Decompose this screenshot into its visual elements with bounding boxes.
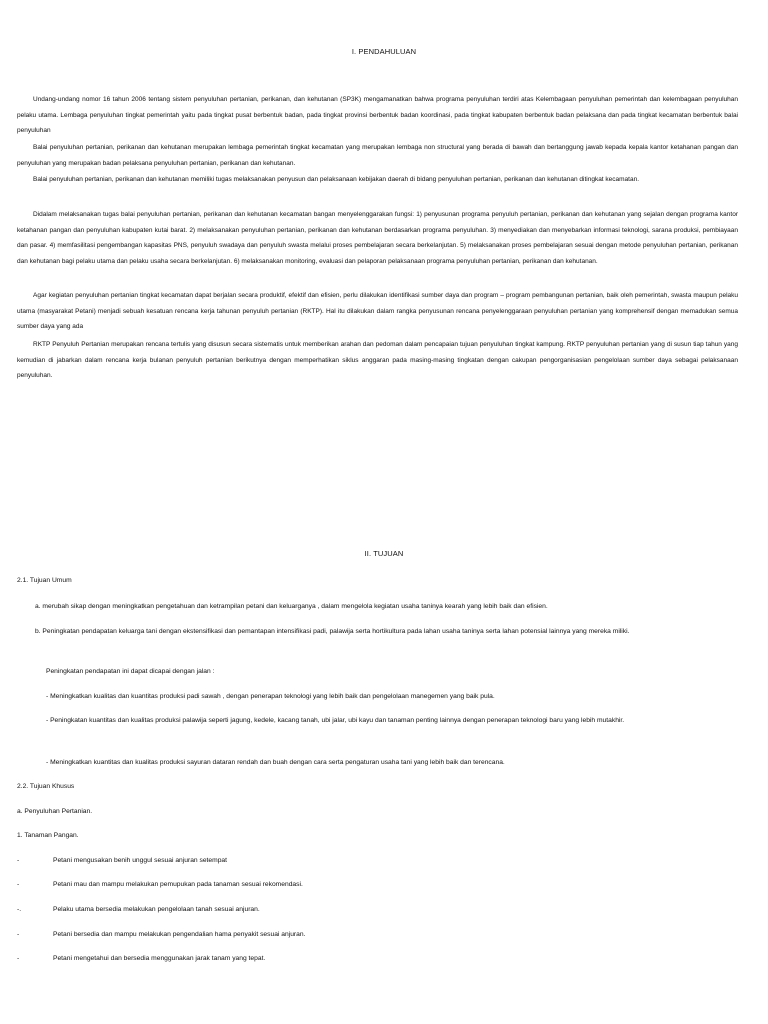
paragraph-6: RKTP Penyuluh Pertanian merupakan rencana tertulis yang disusun secara sistematis untuk memberikan arahan dan pedoman dalam pencapaian tujuan penyuluhan tingkat kampung. RKTP penyuluhan pertanian yang di susun tiap tahun yang kemudian di jabarkan dalam rencana kerja bulanan penyuluh pertanian berikutnya dengan memperhatikan siklus anggaran pada masing-masing tingkatan dengan cakupan pengorganisasian pengelolaan sumber daya sebagai pelaksanaan penyuluhan. — [17, 341, 738, 379]
heading-tujuan-umum: 2.1. Tujuan Umum — [17, 577, 72, 584]
heading-penyuluhan-pertanian: a. Penyuluhan Pertanian. — [17, 808, 93, 815]
list-bullet: - — [17, 881, 20, 888]
list-item-a: a. merubah sikap dengan meningkatkan pengetahuan dan ketrampilan petani dan keluarganya , dalam mengelola kegiatan usaha taninya kearah yang lebih baik dan efisien. — [35, 603, 548, 610]
heading-tanaman-pangan: 1. Tanaman Pangan. — [17, 832, 79, 839]
paragraph-3: Balai penyuluhan pertanian, perikanan dan kehutanan memiliki tugas melaksanakan penyusun dan pelaksanaan kebijakan daerah di bidang penyuluhan pertanian, perikanan dan kehutanan ditingkat kecamatan. — [33, 176, 640, 183]
section-title-pendahuluan: I. PENDAHULUAN — [351, 47, 417, 56]
list-item-text: Petani mau dan mampu melakukan pemupukan pada tanaman sesuai rekomendasi. — [53, 881, 303, 888]
list-item-text: Pelaku utama bersedia melakukan pengelolaan tanah sesuai anjuran. — [53, 906, 260, 913]
list-item-b: b. Peningkatan pendapatan keluarga tani dengan ekstensifikasi dan pemantapan intensifikasi padi, palawija serta hortikultura pada lahan usaha taninya serta lahan potensial lainnya yang mereka miliki. — [35, 628, 630, 635]
paragraph-5: Agar kegiatan penyuluhan pertanian tingkat kecamatan dapat berjalan secara produktif, efektif dan efisien, perlu dilakukan identifikasi sumber daya dan program – program pembangunan pertanian, baik oleh pemerintah, swasta maupun pelaku utama (masyarakat Petani) menjadi sebuah kesatuan rencana kerja tahunan penyuluh pertanian (RKTP). Hal itu dilakukan dalam rangka penyusunan rencana penyelenggaraan penyuluhan pertanian yang komprehensif dengan memadukan semua sumber daya yang ada — [17, 292, 738, 330]
paragraph-4: Didalam melaksanakan tugas balai penyuluhan pertanian, perikanan dan kehutanan kecamatan bangan menyelenggarakan fungsi: 1) penyusunan programa penyuluh pertanian, perikanan dan kehutanan yang sejalan dengan programa kantor ketahanan pangan dan penyuluhan kabupaten kutai barat. 2) melaksanakan penyuluhan pertanian, perikanan dan kehutanan berdasarkan programa penyuluhan. 3) menyediakan dan menyebarkan informasi teknologi, sarana produksi, pembiayaan dan pasar. 4) memfasilitasi pengembangan kapasitas PNS, penyuluh swadaya dan penyuluh swasta melalui proses pembelajaran secara berkelanjutan. 5) melaksanakan proses pembelajaran sesuai dengan metode penyuluhan pertanian, perikanan dan kehutanan bagi pelaku utama dan pelaku usaha secara berkelanjutan. 6) melaksanakan monitoring, evaluasi dan pelaporan pelaksanaan programa penyuluhan pertanian, perikanan dan kehutanan. — [17, 211, 738, 265]
list-bullet: - — [17, 955, 20, 962]
heading-tujuan-khusus: 2.2. Tujuan Khusus — [17, 783, 75, 790]
jalan-intro: Peningkatan pendapatan ini dapat dicapai dengan jalan : — [46, 668, 215, 675]
list-item-text: Petani mengetahui dan bersedia menggunakan jarak tanam yang tepat. — [53, 955, 266, 962]
jalan-item-1: - Meningkatkan kualitas dan kuantitas produksi padi sawah , dengan penerapan teknologi yang lebih baik dan pengelolaan manegemen yang baik pula. — [46, 693, 495, 700]
list-item-text: Petani mengusakan benih unggul sesuai anjuran setempat — [53, 857, 227, 864]
list-item-text: Petani bersedia dan mampu melakukan pengendalian hama penyakit sesuai anjuran. — [53, 931, 306, 938]
paragraph-1: Undang-undang nomor 16 tahun 2006 tentang sistem penyuluhan pertanian, perikanan, dan kehutanan (SP3K) mengamanatkan bahwa programa penyuluhan terdiri atas Kelembagaan penyuluhan pemerintah dan kelembagaan penyuluhan pelaku utama. Lembaga penyuluhan tingkat pemerintah yaitu pada tingkat pusat berbentuk badan, pada tingkat provinsi berbentuk badan koordinasi, pada tingkat kabupaten berbentuk badan pelaksana dan pada tingkat kecamatan berbentuk balai penyuluhan — [17, 96, 738, 134]
list-bullet: -. — [17, 906, 22, 913]
jalan-item-3: - Meningkatkan kuantitas dan kualitas produksi sayuran dataran rendah dan buah dengan cara serta pengaturan usaha tani yang lebih baik dan terencana. — [46, 759, 505, 766]
jalan-item-2: - Peningkatan kuantitas dan kualitas produksi palawija seperti jagung, kedele, kacang tanah, ubi jalar, ubi kayu dan tanaman penting lainnya dengan penerapan teknologi baru yang lebih mutakhir. — [46, 717, 625, 724]
list-bullet: - — [17, 931, 20, 938]
list-bullet: - — [17, 857, 20, 864]
section-title-tujuan: II. TUJUAN — [364, 549, 404, 558]
paragraph-2: Balai penyuluhan pertanian, perikanan dan kehutanan merupakan lembaga pemerintah tingkat kecamatan yang merupakan lembaga non structural yang berada di bawah dan bertanggung jawab kepada kepala kantor ketahanan pangan dan penyuluhan yang merupakan badan pelaksana penyuluhan pertanian, perikanan dan kehutanan. — [17, 144, 738, 167]
